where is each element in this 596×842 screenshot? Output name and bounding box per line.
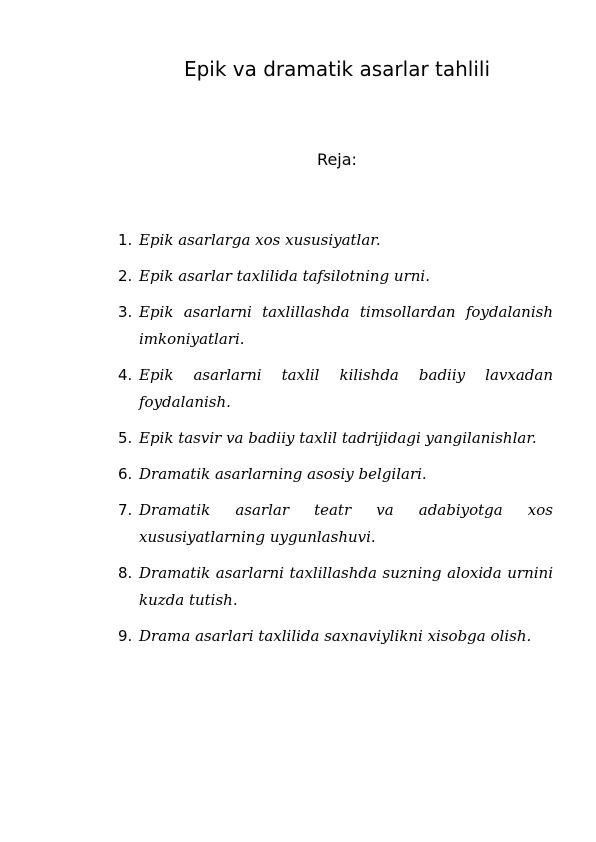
- plan-item-number: 7.: [118, 501, 133, 519]
- plan-item-2: [118, 263, 553, 290]
- plan-item-number: 9.: [118, 627, 133, 645]
- plan-item-5: [118, 425, 553, 452]
- plan-item-text: Epik tasvir va badiiy taxlil tadrijidagi yangilanishlar.: [139, 429, 537, 447]
- plan-item-number: 2.: [118, 267, 133, 285]
- plan-item-8: [118, 560, 553, 614]
- plan-item-number: 4.: [118, 366, 133, 384]
- plan-item-text: Epik asarlarni taxlillashda timsollardan foydalanish imkoniyatlari.: [139, 303, 553, 348]
- plan-list: [118, 227, 553, 659]
- plan-heading: Reja:: [317, 150, 357, 169]
- plan-item-text: Drama asarlari taxlilida saxnaviylikni xisobga olish.: [139, 627, 532, 645]
- plan-item-text: Epik asarlarni taxlil kilishda badiiy lavxadan foydalanish.: [139, 366, 553, 411]
- plan-item-1: [118, 227, 553, 254]
- plan-item-number: 5.: [118, 429, 133, 447]
- plan-item-text: Dramatik asarlarni taxlillashda suzning aloxida urnini kuzda tutish.: [139, 564, 553, 609]
- plan-item-9: [118, 623, 553, 650]
- plan-item-6: [118, 461, 553, 488]
- plan-item-number: 1.: [118, 231, 133, 249]
- plan-item-text: Epik asarlarga xos xususiyatlar.: [139, 231, 381, 249]
- plan-item-text: Dramatik asarlar teatr va adabiyotga xos xususiyatlarning uygunlashuvi.: [139, 501, 553, 546]
- plan-item-text: Dramatik asarlarning asosiy belgilari.: [139, 465, 427, 483]
- plan-item-4: [118, 362, 553, 416]
- plan-item-number: 3.: [118, 303, 133, 321]
- plan-item-number: 6.: [118, 465, 133, 483]
- plan-item-number: 8.: [118, 564, 133, 582]
- plan-item-3: [118, 299, 553, 353]
- plan-item-7: [118, 497, 553, 551]
- document-title: Epik va dramatik asarlar tahlili: [183, 57, 491, 81]
- plan-item-text: Epik asarlar taxlilida tafsilotning urni.: [139, 267, 430, 285]
